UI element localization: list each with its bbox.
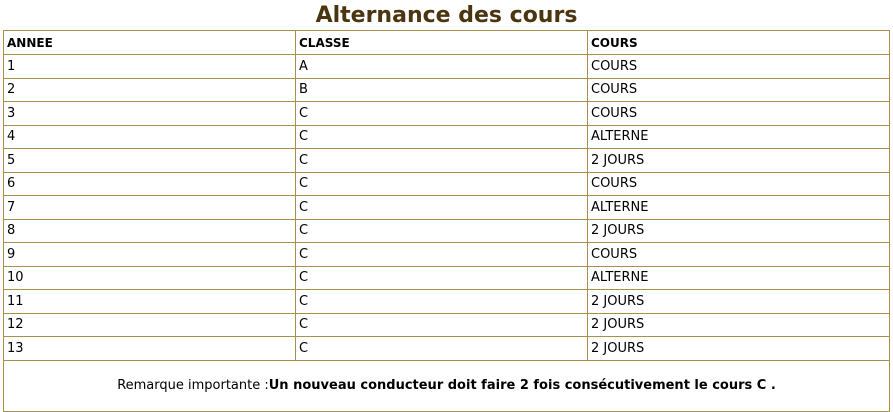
- note-text: Un nouveau conducteur doit faire 2 fois consécutivement le cours C .: [268, 378, 776, 393]
- cell-cours: ALTERNE: [588, 125, 890, 149]
- cell-annee: 5: [4, 149, 296, 173]
- table-header-row: [4, 31, 890, 55]
- table-row: [4, 219, 890, 243]
- cell-classe: C: [296, 337, 588, 361]
- cell-annee: 11: [4, 290, 296, 314]
- cell-annee: 10: [4, 266, 296, 290]
- cell-cours: COURS: [588, 55, 890, 79]
- column-header-annee: ANNEE: [4, 31, 296, 55]
- column-header-cours: COURS: [588, 31, 890, 55]
- table-row: [4, 290, 890, 314]
- cell-classe: C: [296, 125, 588, 149]
- course-table: [3, 30, 890, 412]
- note-cell: [4, 360, 890, 411]
- cell-cours: 2 JOURS: [588, 219, 890, 243]
- cell-cours: COURS: [588, 243, 890, 267]
- table-row: [4, 172, 890, 196]
- cell-annee: 7: [4, 196, 296, 220]
- table-row: [4, 196, 890, 220]
- table-row: [4, 266, 890, 290]
- table-row: [4, 149, 890, 173]
- cell-cours: ALTERNE: [588, 266, 890, 290]
- cell-cours: 2 JOURS: [588, 149, 890, 173]
- page-title: Alternance des cours: [315, 3, 578, 28]
- cell-annee: 3: [4, 102, 296, 126]
- cell-classe: C: [296, 290, 588, 314]
- cell-classe: C: [296, 243, 588, 267]
- note-row: [4, 360, 890, 411]
- table-row: [4, 55, 890, 79]
- table-row: [4, 125, 890, 149]
- cell-classe: C: [296, 266, 588, 290]
- cell-classe: B: [296, 78, 588, 102]
- cell-cours: 2 JOURS: [588, 337, 890, 361]
- cell-classe: C: [296, 196, 588, 220]
- table-row: [4, 243, 890, 267]
- column-header-classe: CLASSE: [296, 31, 588, 55]
- table-row: [4, 78, 890, 102]
- cell-classe: A: [296, 55, 588, 79]
- cell-annee: 12: [4, 313, 296, 337]
- table-row: [4, 313, 890, 337]
- cell-classe: C: [296, 313, 588, 337]
- cell-annee: 8: [4, 219, 296, 243]
- cell-classe: C: [296, 219, 588, 243]
- cell-annee: 9: [4, 243, 296, 267]
- cell-annee: 2: [4, 78, 296, 102]
- cell-annee: 6: [4, 172, 296, 196]
- cell-cours: 2 JOURS: [588, 290, 890, 314]
- table-row: [4, 337, 890, 361]
- table-row: [4, 102, 890, 126]
- cell-cours: COURS: [588, 78, 890, 102]
- cell-cours: COURS: [588, 102, 890, 126]
- cell-classe: C: [296, 172, 588, 196]
- cell-annee: 1: [4, 55, 296, 79]
- cell-cours: COURS: [588, 172, 890, 196]
- cell-classe: C: [296, 149, 588, 173]
- cell-cours: 2 JOURS: [588, 313, 890, 337]
- note-label: Remarque importante :: [117, 378, 269, 393]
- cell-annee: 4: [4, 125, 296, 149]
- cell-annee: 13: [4, 337, 296, 361]
- cell-cours: ALTERNE: [588, 196, 890, 220]
- cell-classe: C: [296, 102, 588, 126]
